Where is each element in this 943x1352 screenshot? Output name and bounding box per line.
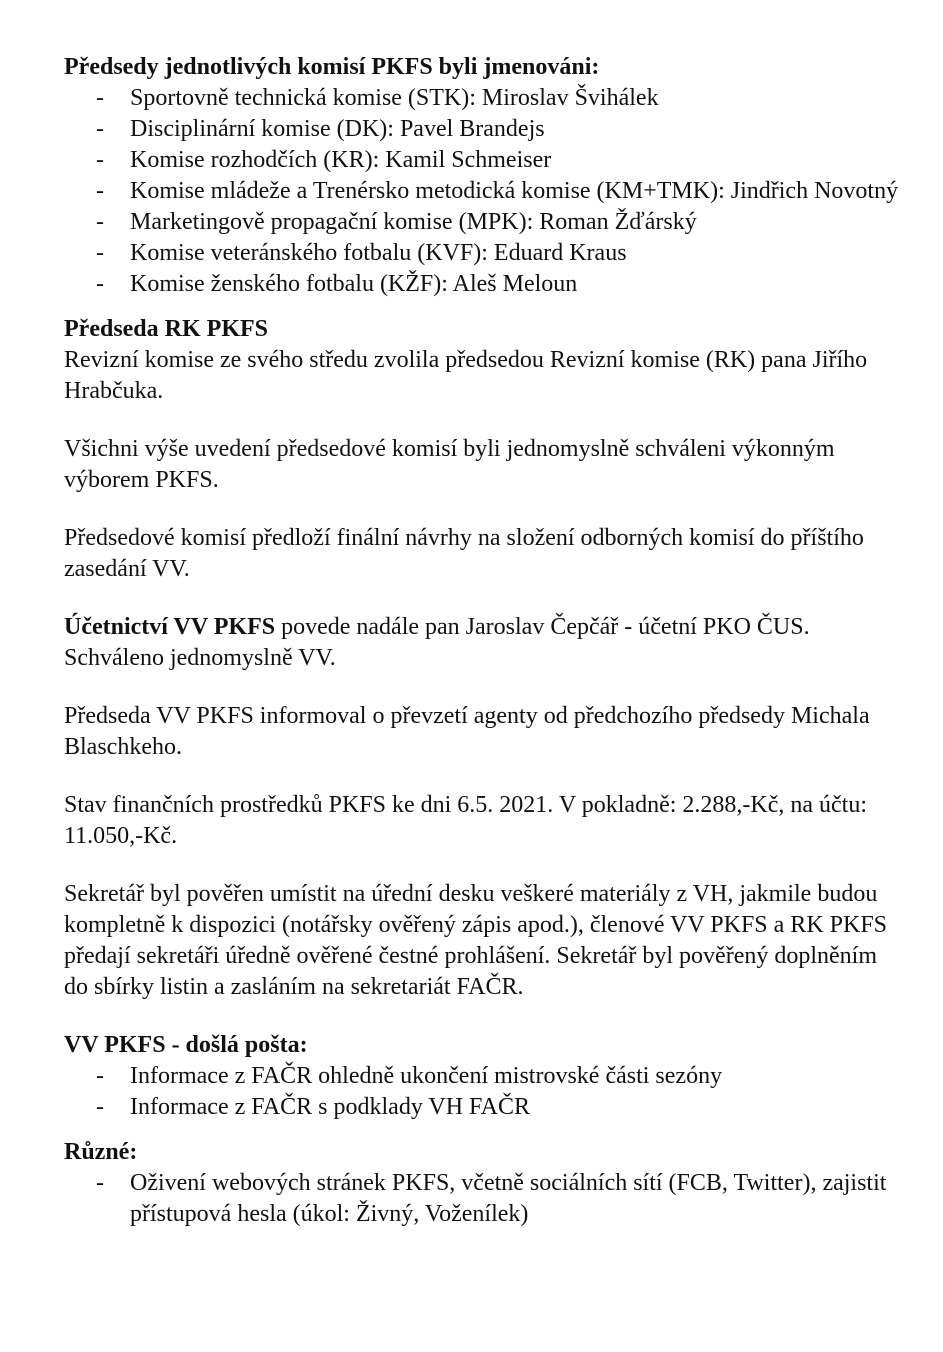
rk-paragraph: Revizní komise ze svého středu zvolila předsedou Revizní komise (RK) pana Jiřího Hrabčuka. [64,347,868,404]
list-item-text: Marketingově propagační komise (MPK): Roman Žďárský [130,209,697,235]
dash-bullet: - [96,240,104,266]
dash-bullet: - [96,271,104,297]
chairs-list [64,83,904,300]
dash-bullet: - [96,1170,104,1196]
section-heading-mail: VV PKFS - došlá pošta: [64,1032,308,1058]
secretary-paragraph: Sekretář byl pověřen umístit na úřední desku veškeré materiály z VH, jakmile budou kompletně k dispozici (notářsky ověřený zápis apod.), členové VV PKFS a RK PKFS předají sekretáři úředně ověřené čestné prohlášení. Sekretář byl pověřený doplněním do sbírky listin a zasláním na sekretariát FAČR. [64,881,888,1000]
list-item [64,114,904,145]
section-heading-rk: Předseda RK PKFS [64,316,268,342]
list-item [64,1168,904,1230]
list-item [64,1061,904,1092]
dash-bullet: - [96,147,104,173]
list-item-text: Komise mládeže a Trenérsko metodická komise (KM+TMK): Jindřich Novotný [130,178,899,204]
list-item-text: Disciplinární komise (DK): Pavel Brandejs [130,116,545,142]
section-heading-chairs: Předsedy jednotlivých komisí PKFS byli jmenováni: [64,54,600,80]
list-item [64,269,904,300]
mail-list [64,1061,904,1123]
proposals-paragraph: Předsedové komisí předloží finální návrhy na složení odborných komisí do příštího zasedání VV. [64,525,864,582]
spacer [64,1003,904,1030]
spacer [64,300,904,314]
finances-paragraph: Stav finančních prostředků PKFS ke dni 6.5. 2021. V pokladně: 2.288,-Kč, na účtu: 11.050,-Kč. [64,792,868,849]
list-item-text: Oživení webových stránek PKFS, včetně sociálních sítí (FCB, Twitter), zajistit přístupová hesla (úkol: Živný, Voženílek) [130,1170,887,1227]
list-item-text: Komise rozhodčích (KR): Kamil Schmeiser [130,147,552,173]
list-item [64,83,904,114]
list-item-text: Informace z FAČR s podklady VH FAČR [130,1094,530,1120]
list-item-text: Komise veteránského fotbalu (KVF): Eduard Kraus [130,240,627,266]
approved-paragraph: Všichni výše uvedení předsedové komisí byli jednomyslně schváleni výkonným výborem PKFS. [64,436,835,493]
spacer [64,585,904,612]
dash-bullet: - [96,1063,104,1089]
handover-paragraph: Předseda VV PKFS informoval o převzetí agenty od předchozího předsedy Michala Blaschkeho. [64,703,870,760]
dash-bullet: - [96,85,104,111]
section-heading-misc: Různé: [64,1139,138,1165]
accounting-bold-label: Účetnictví VV PKFS [64,614,276,640]
list-item [64,176,904,207]
list-item [64,207,904,238]
dash-bullet: - [96,209,104,235]
accounting-paragraph [64,612,904,674]
spacer [64,496,904,523]
spacer [64,763,904,790]
dash-bullet: - [96,116,104,142]
dash-bullet: - [96,178,104,204]
spacer [64,674,904,701]
list-item-text: Komise ženského fotbalu (KŽF): Aleš Meloun [130,271,578,297]
list-item [64,145,904,176]
spacer [64,407,904,434]
misc-list [64,1168,904,1230]
list-item-text: Informace z FAČR ohledně ukončení mistrovské části sezóny [130,1063,723,1089]
dash-bullet: - [96,1094,104,1120]
list-item [64,238,904,269]
accounting-text: povede nadále pan Jaroslav Čepčář - účetní PKO ČUS. Schváleno jednomyslně VV. [64,614,810,671]
document-page [64,52,904,1230]
list-item-text: Sportovně technická komise (STK): Miroslav Švihálek [130,85,659,111]
list-item [64,1092,904,1123]
spacer [64,852,904,879]
spacer [64,1123,904,1137]
